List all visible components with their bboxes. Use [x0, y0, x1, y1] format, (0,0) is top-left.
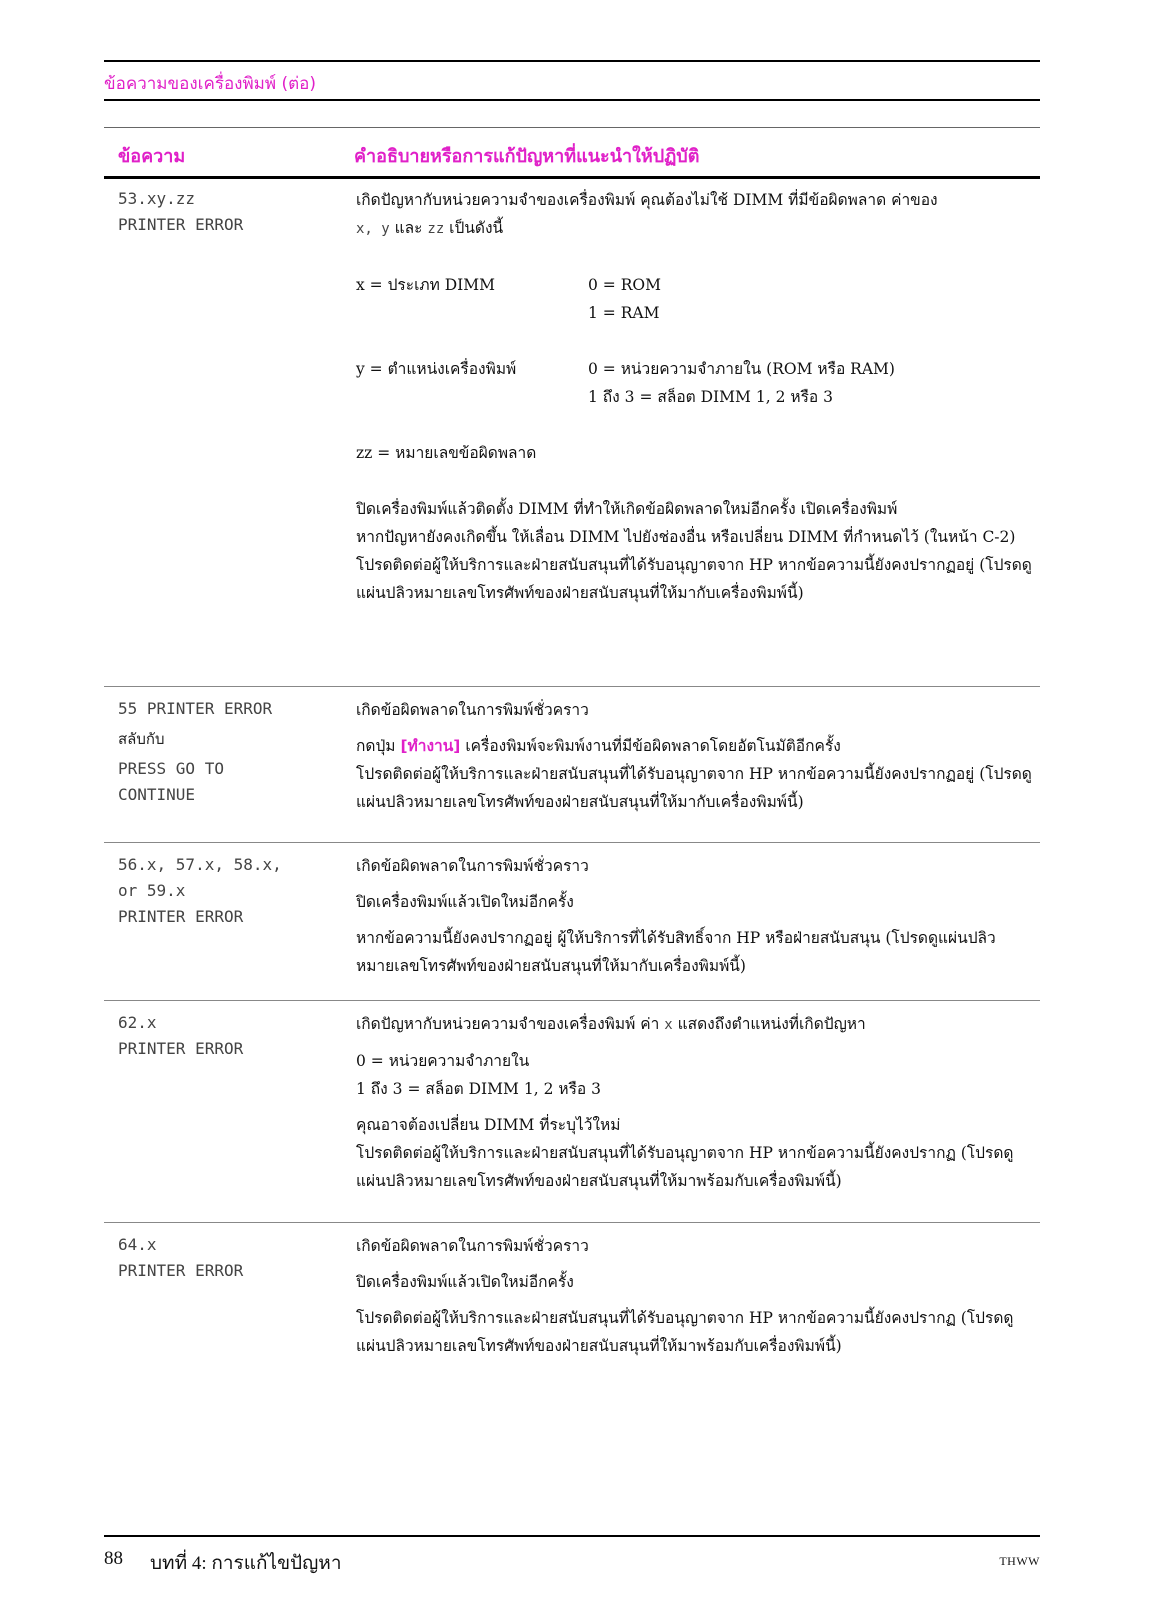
value-option: 0 = ROM [588, 276, 661, 294]
value-label: y = ตำแหน่งเครื่องพิมพ์ [356, 360, 517, 378]
message-cell [118, 186, 338, 238]
row-divider [104, 686, 1040, 687]
message-code: PRINTER ERROR [118, 1261, 244, 1280]
message-cell [118, 1010, 338, 1062]
value-option: 1 = RAM [588, 304, 660, 322]
value-label: zz = หมายเลขข้อผิดพลาด [356, 444, 537, 462]
top-rule [104, 60, 1040, 62]
value-definition [356, 271, 1036, 299]
message-code: 53.xy.zz [118, 189, 196, 208]
description-text: เกิดข้อผิดพลาดในการพิมพ์ชั่วคราว [356, 1237, 589, 1255]
message-code: CONTINUE [118, 785, 196, 804]
description-text: ปิดเครื่องพิมพ์แล้วเปิดใหม่อีกครั้ง [356, 893, 574, 911]
value-label: x = ประเภท DIMM [356, 276, 496, 294]
description-text-fragment: กดปุ่ม [356, 737, 401, 755]
value-option: 1 ถึง 3 = สล็อต DIMM 1, 2 หรือ 3 [588, 388, 833, 406]
inline-code: x, y [356, 221, 390, 237]
description-text-fragment: เป็นดังนี้ [444, 219, 504, 237]
description-cell [356, 696, 1036, 816]
step-text: โปรดติดต่อผู้ให้บริการและฝ่ายสนับสนุนที่ได้รับอนุญาตจาก HP หากข้อความนี้ยังคงปรากฏอยู่ (โปรดดูแผ่นปลิวหมายเลขโทรศัพท์ของฝ่ายสนับสนุนที่ให้มากับเครื่องพิมพ์นี้) [356, 556, 1032, 602]
inline-code: x [664, 1017, 673, 1033]
description-text: โปรดติดต่อผู้ให้บริการและฝ่ายสนับสนุนที่ได้รับอนุญาตจาก HP หากข้อความนี้ยังคงปรากฏ (โปรดดูแผ่นปลิวหมายเลขโทรศัพท์ของฝ่ายสนับสนุนที่ให้มาพร้อมกับเครื่องพิมพ์นี้) [356, 1144, 1014, 1190]
alternates-label: สลับกับ [118, 730, 165, 748]
message-cell [118, 852, 338, 930]
description-text: หากข้อความนี้ยังคงปรากฏอยู่ ผู้ให้บริการที่ได้รับสิทธิ์จาก HP หรือฝ่ายสนับสนุน (โปรดดูแผ่นปลิวหมายเลขโทรศัพท์ของฝ่ายสนับสนุนที่ให้มากับเครื่องพิมพ์นี้) [356, 929, 996, 975]
inline-code: zz [427, 221, 445, 237]
step-text: ปิดเครื่องพิมพ์แล้วติดตั้ง DIMM ที่ทำให้เกิดข้อผิดพลาดใหม่อีกครั้ง เปิดเครื่องพิมพ์ [356, 500, 898, 518]
value-option: 0 = หน่วยความจำภายใน [356, 1052, 530, 1070]
chapter-title: บทที่ 4: การแก้ไขปัญหา [150, 1553, 342, 1574]
message-code: PRINTER ERROR [118, 215, 244, 234]
description-text: โปรดติดต่อผู้ให้บริการและฝ่ายสนับสนุนที่ได้รับอนุญาตจาก HP หากข้อความนี้ยังคงปรากฏ (โปรดดูแผ่นปลิวหมายเลขโทรศัพท์ของฝ่ายสนับสนุนที่ให้มาพร้อมกับเครื่องพิมพ์นี้) [356, 1309, 1014, 1355]
description-text-fragment: เครื่องพิมพ์จะพิมพ์งานที่มีข้อผิดพลาดโดยอัตโนมัติอีกครั้ง [460, 737, 841, 755]
header-rule [104, 99, 1040, 101]
description-text: ปิดเครื่องพิมพ์แล้วเปิดใหม่อีกครั้ง [356, 1273, 574, 1291]
value-definition [356, 383, 1036, 411]
footer-rule [104, 1535, 1040, 1537]
description-cell [356, 852, 1036, 980]
description-text: เกิดปัญหากับหน่วยความจำของเครื่องพิมพ์ คุณต้องไม่ใช้ DIMM ที่มีข้อผิดพลาด ค่าของ [356, 191, 938, 209]
column-header-message: ข้อความ [118, 146, 186, 167]
step-text: หากปัญหายังคงเกิดขึ้น ให้เลื่อน DIMM ไปยังช่องอื่น หรือเปลี่ยน DIMM ที่กำหนดไว้ (ในหน้า C-2) [356, 528, 1016, 546]
description-text-fragment: เกิดปัญหากับหน่วยความจำของเครื่องพิมพ์ ค่า [356, 1015, 665, 1033]
row-divider [104, 1000, 1040, 1001]
description-text [356, 732, 1036, 760]
table-header-rule [104, 176, 1040, 179]
message-code: PRINTER ERROR [118, 907, 244, 926]
column-header-description: คำอธิบายหรือการแก้ปัญหาที่แนะนำให้ปฏิบัติ [354, 146, 700, 167]
page-number: 88 [104, 1548, 123, 1569]
document-code: THWW [999, 1554, 1040, 1568]
message-code: 55 PRINTER ERROR [118, 699, 273, 718]
message-code: PRESS GO TO [118, 759, 224, 778]
row-divider [104, 1222, 1040, 1223]
value-option: 0 = หน่วยความจำภายใน (ROM หรือ RAM) [588, 360, 895, 378]
description-text: เกิดข้อผิดพลาดในการพิมพ์ชั่วคราว [356, 701, 589, 719]
description-text: เกิดข้อผิดพลาดในการพิมพ์ชั่วคราว [356, 857, 589, 875]
message-cell [118, 696, 338, 808]
message-code: PRINTER ERROR [118, 1039, 244, 1058]
description-text-fragment: และ [389, 219, 428, 237]
value-option: 1 ถึง 3 = สล็อต DIMM 1, 2 หรือ 3 [356, 1080, 601, 1098]
description-text [356, 214, 1036, 243]
message-code: or 59.x [118, 881, 186, 900]
table-top-rule [104, 127, 1040, 128]
description-text: โปรดติดต่อผู้ให้บริการและฝ่ายสนับสนุนที่ได้รับอนุญาตจาก HP หากข้อความนี้ยังคงปรากฏอยู่ (โปรดดูแผ่นปลิวหมายเลขโทรศัพท์ของฝ่ายสนับสนุนที่ให้มากับเครื่องพิมพ์นี้) [356, 765, 1032, 811]
description-cell [356, 1010, 1036, 1195]
description-text: คุณอาจต้องเปลี่ยน DIMM ที่ระบุไว้ใหม่ [356, 1116, 621, 1134]
row-divider [104, 842, 1040, 843]
value-definition [356, 355, 1036, 383]
message-cell [118, 1232, 338, 1284]
description-text-fragment: แสดงถึงตำแหน่งที่เกิดปัญหา [672, 1015, 866, 1033]
description-cell [356, 1232, 1036, 1360]
message-code: 62.x [118, 1013, 157, 1032]
value-definition [356, 299, 1036, 327]
message-code: 56.x, 57.x, 58.x, [118, 855, 282, 874]
description-text [356, 1010, 1036, 1039]
description-cell [356, 186, 1036, 607]
go-key-label: [ทำงาน] [400, 737, 461, 755]
message-code: 64.x [118, 1235, 157, 1254]
running-header: ข้อความของเครื่องพิมพ์ (ต่อ) [104, 74, 316, 94]
